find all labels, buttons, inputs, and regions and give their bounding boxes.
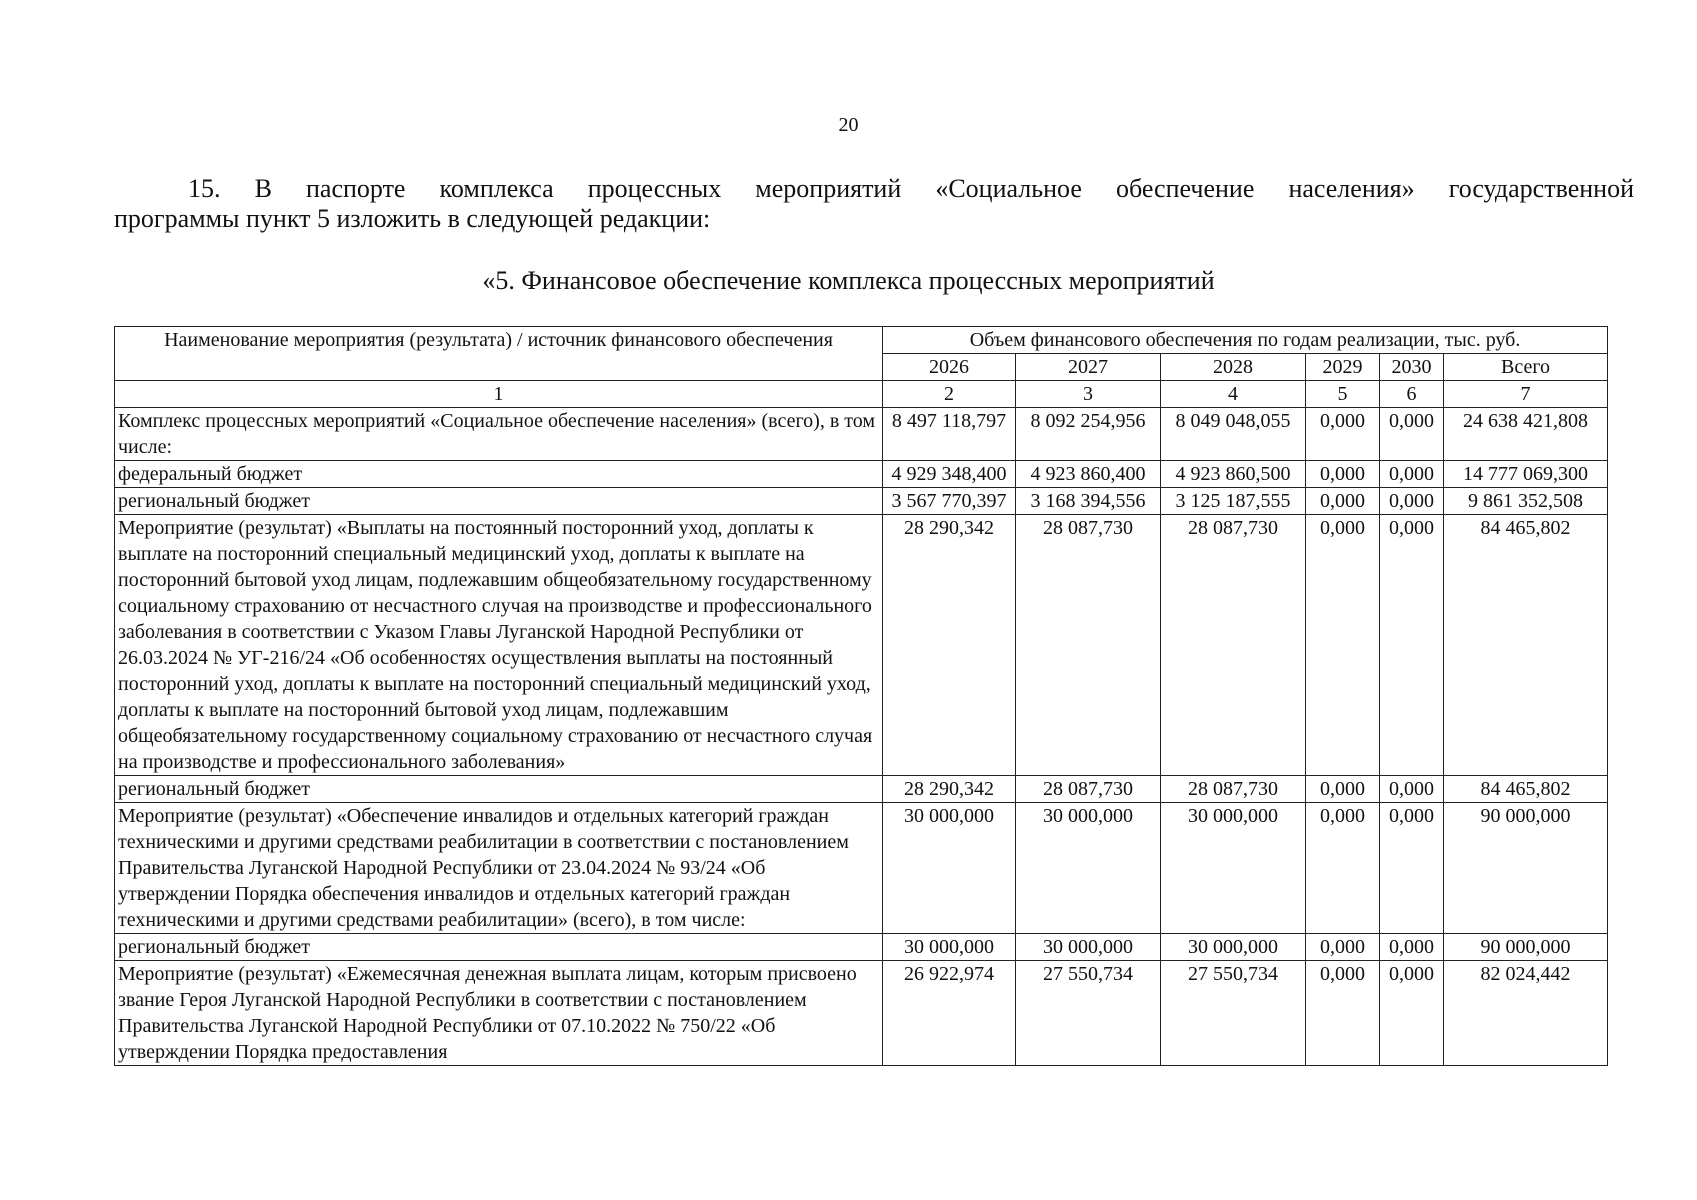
value-cell: 0,000 bbox=[1380, 488, 1444, 515]
value-cell: 4 923 860,500 bbox=[1161, 461, 1306, 488]
row-name: федеральный бюджет bbox=[115, 461, 883, 488]
row-name: Мероприятие (результат) «Выплаты на постоянный посторонний уход, доплаты к выплате на посторонний специальный медицинский уход, доплаты к выплате на посторонний бытовой уход лицам, подлежавшим общеобязательному государственному социальному страхованию от несчастного случая на производстве и профессионального заболевания в соответствии с Указом Главы Луганской Народной Республики от 26.03.2024 № УГ-216/24 «Об особенностях осуществления выплаты на постоянный посторонний уход, доплаты к выплате на посторонний специальный медицинский уход, доплаты к выплате на посторонний бытовой уход лицам, подлежавшим общеобязательному государственному социальному страхованию от несчастного случая на производстве и профессионального заболевания» bbox=[115, 515, 883, 776]
total-cell: 14 777 069,300 bbox=[1444, 461, 1608, 488]
financing-table bbox=[114, 326, 1608, 1066]
value-cell: 0,000 bbox=[1306, 488, 1380, 515]
table-row bbox=[115, 461, 1608, 488]
value-cell: 30 000,000 bbox=[883, 934, 1016, 961]
column-number: 4 bbox=[1161, 381, 1306, 408]
total-cell: 90 000,000 bbox=[1444, 803, 1608, 934]
value-cell: 4 929 348,400 bbox=[883, 461, 1016, 488]
total-cell: 84 465,802 bbox=[1444, 776, 1608, 803]
header-row bbox=[115, 327, 1608, 354]
value-cell: 28 087,730 bbox=[1016, 515, 1161, 776]
year-cell: 2026 bbox=[883, 354, 1016, 381]
value-cell: 30 000,000 bbox=[1161, 803, 1306, 934]
value-cell: 8 049 048,055 bbox=[1161, 408, 1306, 461]
value-cell: 3 125 187,555 bbox=[1161, 488, 1306, 515]
column-number: 1 bbox=[115, 381, 883, 408]
value-cell: 0,000 bbox=[1306, 515, 1380, 776]
section-title: «5. Финансовое обеспечение комплекса процессных мероприятий bbox=[482, 266, 1215, 295]
value-cell: 27 550,734 bbox=[1161, 961, 1306, 1066]
intro-paragraph bbox=[114, 174, 1634, 234]
total-cell: 90 000,000 bbox=[1444, 934, 1608, 961]
year-cell: 2029 bbox=[1306, 354, 1380, 381]
value-cell: 0,000 bbox=[1306, 461, 1380, 488]
column-number: 7 bbox=[1444, 381, 1608, 408]
value-cell: 26 922,974 bbox=[883, 961, 1016, 1066]
total-cell: 24 638 421,808 bbox=[1444, 408, 1608, 461]
table-row bbox=[115, 803, 1608, 934]
value-cell: 3 567 770,397 bbox=[883, 488, 1016, 515]
value-cell: 0,000 bbox=[1380, 961, 1444, 1066]
value-cell: 0,000 bbox=[1306, 776, 1380, 803]
table-row bbox=[115, 934, 1608, 961]
header-name-cell: Наименование мероприятия (результата) / источник финансового обеспечения bbox=[115, 327, 883, 381]
value-cell: 28 290,342 bbox=[883, 776, 1016, 803]
value-cell: 28 087,730 bbox=[1016, 776, 1161, 803]
column-number: 3 bbox=[1016, 381, 1161, 408]
value-cell: 0,000 bbox=[1306, 934, 1380, 961]
table-row bbox=[115, 776, 1608, 803]
column-number: 6 bbox=[1380, 381, 1444, 408]
total-header-cell: Всего bbox=[1444, 354, 1608, 381]
value-cell: 4 923 860,400 bbox=[1016, 461, 1161, 488]
total-cell: 9 861 352,508 bbox=[1444, 488, 1608, 515]
total-cell: 84 465,802 bbox=[1444, 515, 1608, 776]
page-number: 20 bbox=[838, 114, 859, 136]
value-cell: 0,000 bbox=[1380, 461, 1444, 488]
value-cell: 0,000 bbox=[1306, 408, 1380, 461]
value-cell: 0,000 bbox=[1380, 776, 1444, 803]
row-name: Мероприятие (результат) «Обеспечение инвалидов и отдельных категорий граждан техническими и другими средствами реабилитации в соответствии с постановлением Правительства Луганской Народной Республики от 23.04.2024 № 93/24 «Об утверждении Порядка обеспечения инвалидов и отдельных категорий граждан техническими и другими средствами реабилитации» (всего), в том числе: bbox=[115, 803, 883, 934]
value-cell: 0,000 bbox=[1306, 803, 1380, 934]
column-number: 5 bbox=[1306, 381, 1380, 408]
table-row bbox=[115, 961, 1608, 1066]
column-number: 2 bbox=[883, 381, 1016, 408]
value-cell: 27 550,734 bbox=[1016, 961, 1161, 1066]
year-cell: 2028 bbox=[1161, 354, 1306, 381]
value-cell: 28 087,730 bbox=[1161, 776, 1306, 803]
row-name: региональный бюджет bbox=[115, 776, 883, 803]
year-cell: 2027 bbox=[1016, 354, 1161, 381]
row-name: региональный бюджет bbox=[115, 934, 883, 961]
value-cell: 8 092 254,956 bbox=[1016, 408, 1161, 461]
value-cell: 30 000,000 bbox=[1161, 934, 1306, 961]
value-cell: 0,000 bbox=[1380, 934, 1444, 961]
intro-line-2: программы пункт 5 изложить в следующей редакции: bbox=[114, 204, 711, 233]
year-cell: 2030 bbox=[1380, 354, 1444, 381]
value-cell: 8 497 118,797 bbox=[883, 408, 1016, 461]
total-cell: 82 024,442 bbox=[1444, 961, 1608, 1066]
value-cell: 28 290,342 bbox=[883, 515, 1016, 776]
column-numbers-row bbox=[115, 381, 1608, 408]
intro-line-1: 15. В паспорте комплекса процессных мероприятий «Социальное обеспечение населения» государственной bbox=[188, 174, 1634, 203]
value-cell: 30 000,000 bbox=[883, 803, 1016, 934]
table-row bbox=[115, 488, 1608, 515]
value-cell: 30 000,000 bbox=[1016, 803, 1161, 934]
value-cell: 0,000 bbox=[1306, 961, 1380, 1066]
header-volume-cell: Объем финансового обеспечения по годам реализации, тыс. руб. bbox=[883, 327, 1608, 354]
value-cell: 28 087,730 bbox=[1161, 515, 1306, 776]
table-row bbox=[115, 515, 1608, 776]
value-cell: 30 000,000 bbox=[1016, 934, 1161, 961]
row-name: региональный бюджет bbox=[115, 488, 883, 515]
row-name: Комплекс процессных мероприятий «Социальное обеспечение населения» (всего), в том числе: bbox=[115, 408, 883, 461]
value-cell: 0,000 bbox=[1380, 408, 1444, 461]
row-name: Мероприятие (результат) «Ежемесячная денежная выплата лицам, которым присвоено звание Героя Луганской Народной Республики в соответствии с постановлением Правительства Луганской Народной Республики от 07.10.2022 № 750/22 «Об утверждении Порядка предоставления bbox=[115, 961, 883, 1066]
value-cell: 3 168 394,556 bbox=[1016, 488, 1161, 515]
value-cell: 0,000 bbox=[1380, 803, 1444, 934]
table-row bbox=[115, 408, 1608, 461]
value-cell: 0,000 bbox=[1380, 515, 1444, 776]
